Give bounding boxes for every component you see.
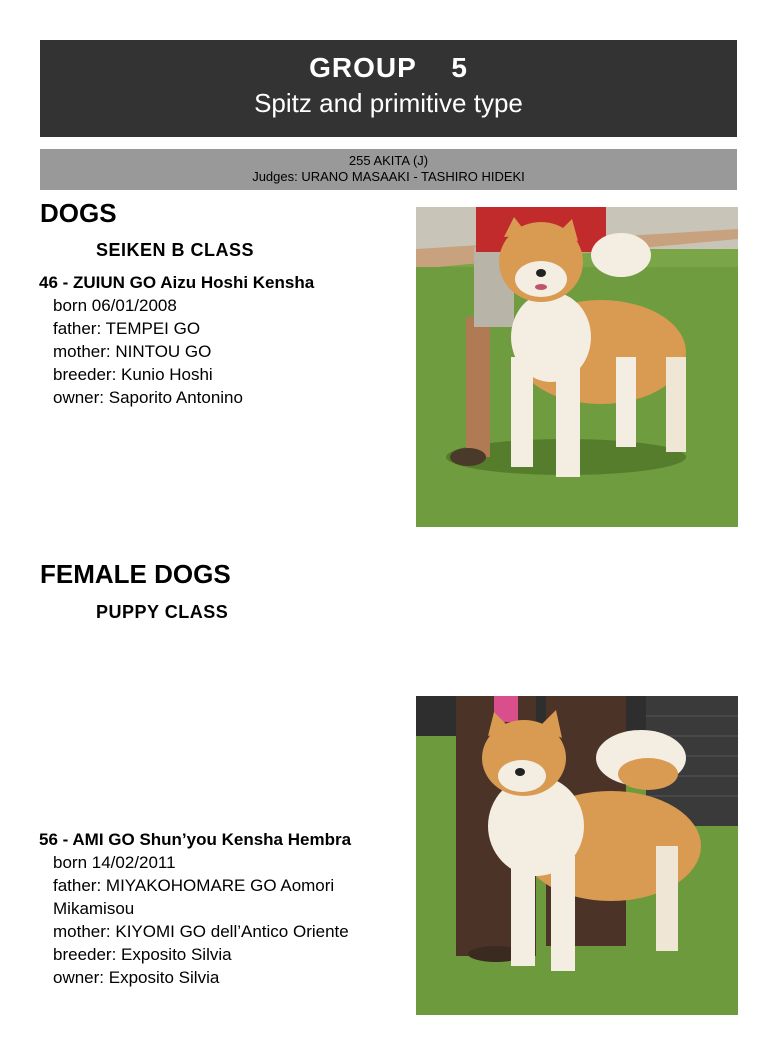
entry-born: born 06/01/2008 [53,296,177,315]
breed-bar [40,149,737,190]
entry-father: father: MIYAKOHOMARE GO Aomori [53,876,335,895]
entry-mother: mother: KIYOMI GO dell’Antico Oriente [53,922,349,941]
dogs-class-heading: SEIKEN B CLASS [96,240,255,260]
entry-breeder: breeder: Kunio Hoshi [53,365,213,384]
dogs-heading: DOGS [40,198,117,228]
entry-title: 46 - ZUIUN GO Aizu Hoshi Kensha [39,273,315,292]
dog-entry-46 [39,271,314,409]
akita-photo-illustration [416,696,738,1015]
akita-photo-illustration [416,207,738,527]
entry-owner: owner: Exposito Silvia [53,968,220,987]
dog-photo-46 [416,207,738,527]
breed-name: 255 AKITA (J) [348,153,429,168]
group-title: GROUP 5 [309,52,468,83]
dog-photo-56 [416,696,738,1015]
entry-father: father: TEMPEI GO [53,319,201,338]
female-class-heading: PUPPY CLASS [96,602,229,622]
judges: Judges: URANO MASAAKI - TASHIRO HIDEKI [252,169,525,184]
entry-born: born 14/02/2011 [53,853,176,872]
entry-mother: mother: NINTOU GO [53,342,212,361]
dog-entry-56 [39,828,351,989]
entry-owner: owner: Saporito Antonino [53,388,243,407]
group-subtitle: Spitz and primitive type [254,88,523,118]
entry-breeder: breeder: Exposito Silvia [53,945,232,964]
female-dogs-heading: FEMALE DOGS [40,559,231,589]
entry-title: 56 - AMI GO Shun’you Kensha Hembra [39,830,352,849]
group-banner [40,40,737,137]
entry-father-cont: Mikamisou [53,899,135,918]
